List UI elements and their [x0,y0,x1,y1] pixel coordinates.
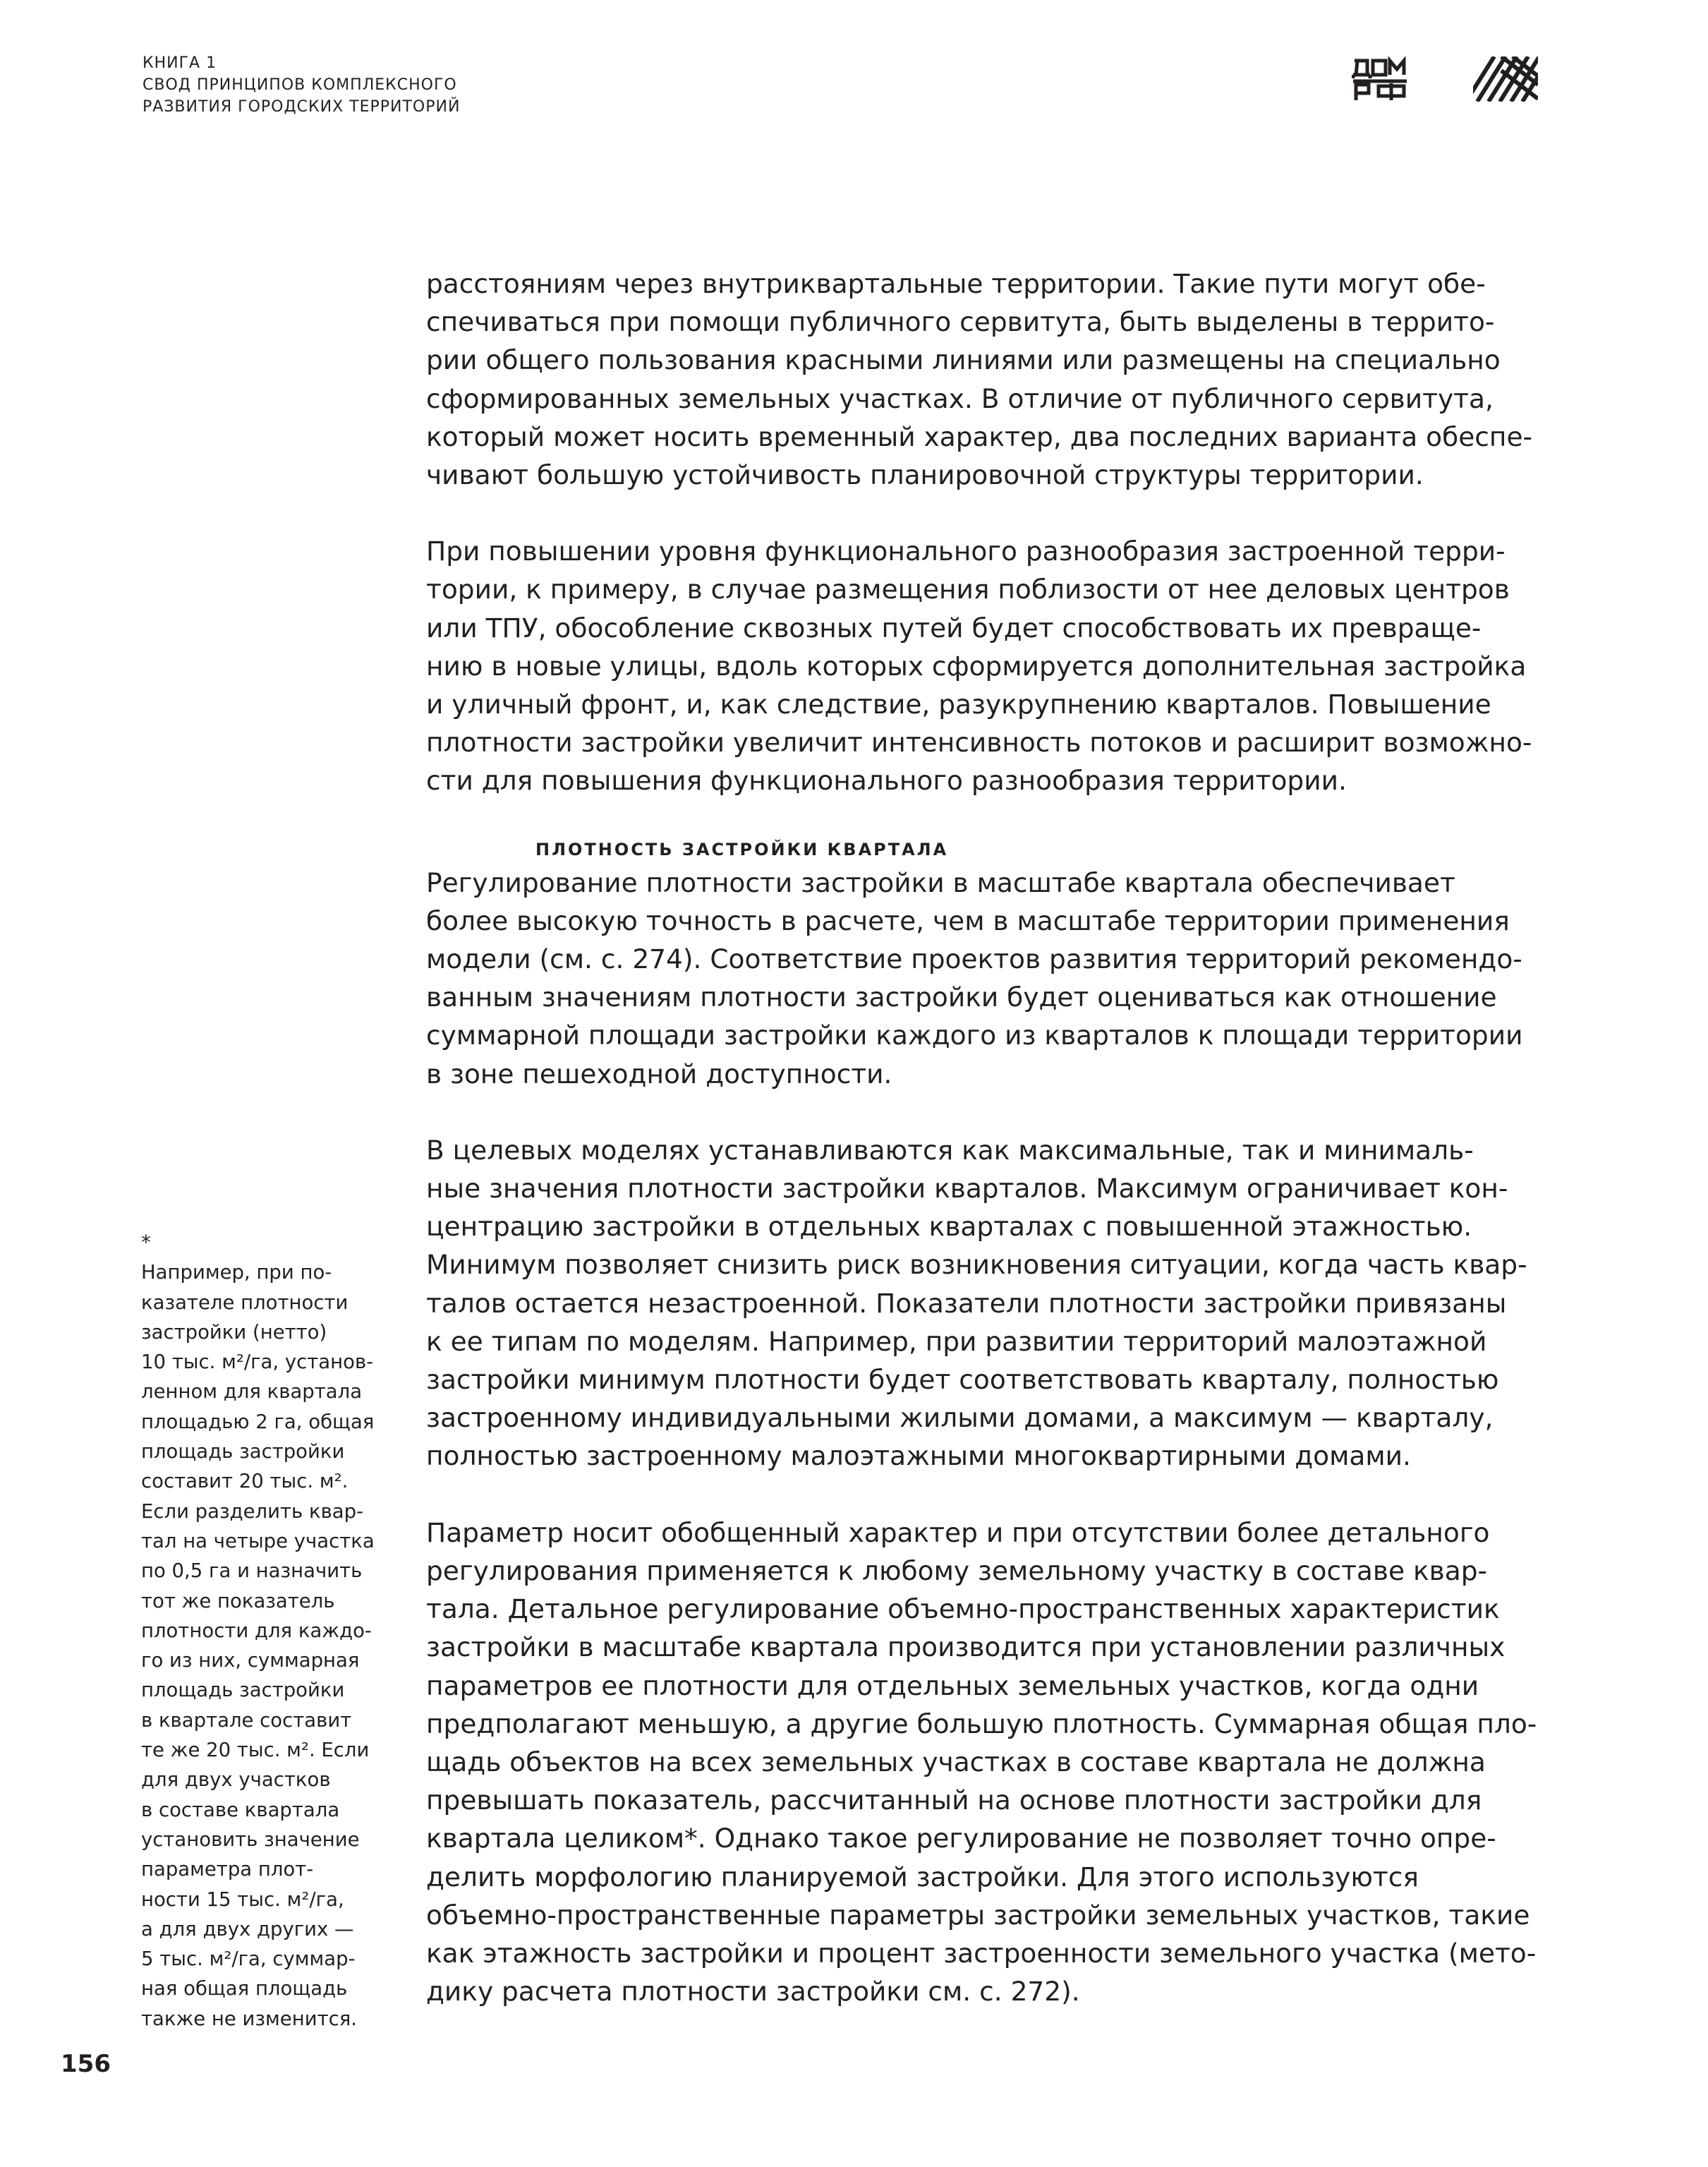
text-line: который может носить временный характер, два последних варианта обеспе- [426,421,1533,452]
header-line-title-1: СВОД ПРИНЦИПОВ КОМПЛЕКСНОГО [143,76,457,94]
text-line: полностью застроенному малоэтажными многоквартирными домами. [426,1440,1411,1472]
text-line: регулирования применяется к любому земельному участку в составе квар- [426,1555,1488,1586]
text-line: сформированных земельных участках. В отличие от публичного сервитута, [426,382,1494,414]
text-line: делить морфологию планируемой застройки. Для этого используются [426,1861,1419,1893]
text-line: параметров ее плотности для отдельных земельных участков, когда одни [426,1670,1479,1701]
footnote-line: плотности для каждо- [141,1619,372,1642]
text-line: спечиваться при помощи публичного сервитута, быть выделены в террито- [426,306,1495,338]
text-line: превышать показатель, рассчитанный на основе плотности застройки для [426,1785,1482,1816]
section-subheading: ПЛОТНОСТЬ ЗАСТРОЙКИ КВАРТАЛА [535,839,949,859]
text-line: щадь объектов на всех земельных участках в составе квартала не должна [426,1746,1486,1777]
footnote-line: площадь застройки [141,1440,345,1463]
footnote-line: ности 15 тыс. м²/га, [141,1888,344,1911]
text-line: более высокую точность в расчете, чем в масштабе территории применения [426,905,1510,936]
text-line: в зоне пешеходной доступности. [426,1058,892,1089]
footnote-line: площадь застройки [141,1679,345,1702]
footnote-line: 10 тыс. м²/га, установ- [141,1351,374,1374]
sidenote-footnote [141,1228,409,2034]
footnote-line: в составе квартала [141,1798,340,1821]
footnote-line: Например, при по- [141,1261,332,1284]
footnote-line: составит 20 тыс. м². [141,1470,349,1493]
text-line: плотности застройки увеличит интенсивность потоков и расширит возможно- [426,727,1532,759]
header-line-title-2: РАЗВИТИЯ ГОРОДСКИХ ТЕРРИТОРИЙ [143,98,461,116]
dom-rf-logo [1352,56,1410,103]
text-line: и уличный фронт, и, как следствие, разукрупнению кварталов. Повышение [426,689,1491,720]
text-line: дику расчета плотности застройки см. с. 272). [426,1976,1080,2008]
text-line: расстояниям через внутриквартальные территории. Такие пути могут обе- [426,268,1486,299]
text-line: застроенному индивидуальными жилыми домами, а максимум — кварталу, [426,1402,1494,1434]
footnote-line: по 0,5 га и назначить [141,1559,363,1583]
footnote-line: Если разделить квар- [141,1499,364,1523]
footnote-line: также не изменится. [141,2007,357,2030]
footnote-line: параметра плот- [141,1858,314,1881]
footnote-line: го из них, суммарная [141,1649,360,1672]
footnote-line: застройки (нетто) [141,1320,327,1344]
text-line: или ТПУ, обособление сквозных путей будет способствовать их превраще- [426,612,1482,644]
footnote-line: а для двух других — [141,1917,354,1940]
text-line: Минимум позволяет снизить риск возникновения ситуации, когда часть квар- [426,1249,1527,1281]
footnote-marker: * [141,1231,151,1254]
text-line: ванным значениям плотности застройки будет оцениваться как отношение [426,982,1497,1013]
text-line: сти для повышения функционального разнообразия территории. [426,765,1347,797]
footnote-line: ленном для квартала [141,1380,363,1404]
text-line: рии общего пользования красными линиями или размещены на специально [426,344,1501,376]
footnote-line: тал на четыре участка [141,1529,375,1552]
text-line: Параметр носит обобщенный характер и при отсутствии более детального [426,1516,1490,1548]
text-line: как этажность застройки и процент застроенности земельного участка (мето- [426,1937,1537,1969]
text-line: чивают большую устойчивость планировочной структуры территории. [426,459,1424,491]
text-line: модели (см. с. 274). Соответствие проектов развития территорий рекомендо- [426,943,1522,975]
text-line: предполагают меньшую, а другие большую плотность. Суммарная общая пло- [426,1708,1537,1739]
footnote-line: площадью 2 га, общая [141,1410,375,1433]
footnote-line: те же 20 тыс. м². Если [141,1739,370,1762]
text-line: центрацию застройки в отдельных кварталах с повышенной этажностью. [426,1211,1472,1243]
running-header [143,52,460,118]
paragraph-4 [426,1131,1541,1475]
text-line: к ее типам по моделям. Например, при развитии территорий малоэтажной [426,1325,1487,1357]
pattern-logo-icon [1473,56,1538,102]
paragraph-1 [426,265,1541,494]
text-line: суммарной площади застройки каждого из кварталов к площади территории [426,1020,1523,1051]
text-line: застройки минимум плотности будет соответствовать кварталу, полностью [426,1364,1499,1396]
footnote-line: 5 тыс. м²/га, суммар- [141,1948,356,1971]
text-line: ные значения плотности застройки кварталов. Максимум ограничивает кон- [426,1173,1508,1205]
footnote-line: установить значение [141,1828,360,1851]
text-line: талов остается незастроенной. Показатели плотности застройки привязаны [426,1287,1507,1319]
footnote-line: в квартале составит [141,1708,352,1732]
text-line: застройки в масштабе квартала производится при установлении различных [426,1631,1506,1663]
paragraph-3 [426,864,1541,1093]
text-line: тории, к примеру, в случае размещения поблизости от нее деловых центров [426,574,1510,605]
header-line-book: КНИГА 1 [143,54,217,72]
page-number: 156 [61,2050,111,2078]
footnote-line: ная общая площадь [141,1977,348,2000]
main-text [426,265,1541,2010]
text-line: нию в новые улицы, вдоль которых сформируется дополнительная застройка [426,650,1527,682]
text-line: объемно-пространственные параметры застройки земельных участков, такие [426,1899,1530,1931]
paragraph-5 [426,1514,1541,2011]
footnote-line: для двух участков [141,1768,331,1792]
paragraph-2 [426,532,1541,799]
text-line: тала. Детальное регулирование объемно-пространственных характеристик [426,1593,1500,1625]
footnote-line: казателе плотности [141,1291,349,1314]
text-line: При повышении уровня функционального разнообразия застроенной терри- [426,536,1506,567]
text-line: квартала целиком*. Однако такое регулирование не позволяет точно опре- [426,1823,1496,1854]
text-line: В целевых моделях устанавливаются как максимальные, так и минималь- [426,1134,1474,1166]
footnote-line: тот же показатель [141,1589,335,1612]
text-line: Регулирование плотности застройки в масштабе квартала обеспечивает [426,867,1455,898]
